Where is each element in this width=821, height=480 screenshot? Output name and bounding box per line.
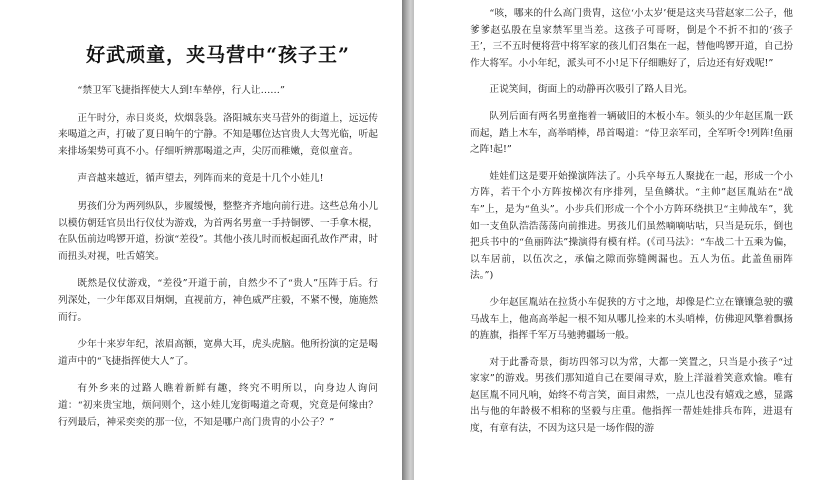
paragraph: 男孩们分为两列纵队，步履缓慢，整整齐齐地向前行进。这些总角小儿以模仿朝廷官员出行仪仗为游戏，为首两名男童一手持铜锣、一手拿木棍，在队伍前边鸣锣开道，扮演“差役”。其他小孩儿时而板起面孔故作严肃，时而扭头对视，吐舌嬉笑。 xyxy=(58,200,378,262)
chapter-title: 好武顽童，夹马营中“孩子王” xyxy=(86,44,350,66)
paragraph: “禁卫军飞捷指挥使大人到!车辇停，行人让……” xyxy=(77,85,285,96)
left-page xyxy=(0,0,402,480)
page-gutter xyxy=(402,0,414,480)
paragraph: 正说笑间，街面上的动静再次吸引了路人目光。 xyxy=(489,84,693,96)
paragraph: 既然是仪仗游戏，“差役”开道于前，自然少不了“贵人”压阵于后。行列深处，一少年郎双目炯炯，直视前方，神色威严庄毅，不紧不慢，施施然而行。 xyxy=(58,278,378,323)
paragraph: 队列后面有两名男童拖着一辆破旧的木板小车。领头的少年赵匡胤一跃而起，踏上木车，高举哨棒，昂首喝道：“侍卫亲军司，全军听令!列阵!鱼丽之阵!起!” xyxy=(470,110,793,156)
paragraph: “咳，哪来的什么高门贵胄，这位‘小太岁’便是这夹马营赵家二公子，他爹爹赵弘殷在皇家禁军里当差。这孩子可哥呀，倒是个不折不扣的‘孩子王’，三不五时便将营中将军家的孩儿们召集在一起，替他鸣锣开道，自己扮作大将军。小小年纪，派头可不小!足下仔细瞧好了，后边还有好戏呢!” xyxy=(470,8,793,69)
paragraph: 对于此番奇景，街坊四邻习以为常，大都一笑置之，只当是小孩子“过家家”的游戏。男孩们那知道自己在要闹寻欢，脸上洋溢着笑意欢愉。唯有赵匡胤不同凡响，始终不苟言笑，面目肃然，一点儿也没有嬉戏之感，显露出与他的年龄极不相称的坚毅与庄重。他指挥一帮娃娃排兵布阵，进退有度，有章有法，不因为这只是一场作假的游 xyxy=(470,356,793,435)
paragraph: 娃娃们这是要开始操演阵法了。小兵卒每五人聚拢在一起，形成一个小方阵，若干个小方阵按梯次有序排列，呈鱼鳞状。“主帅”赵匡胤站在“战车”上，是为“鱼头”。小步兵们形成一个个小方阵环绕拱卫“主帅战车”，犹如一支鱼队浩浩荡荡向前推进。男孩儿们虽然嘀嘀咕咕，只当是玩乐，倒也把兵书中的“鱼丽阵法”操演得有模有样。(《司马法》：“车战二十五乘为偏，以车居前，以伍次之，承偏之隙而弥缝阙漏也。五人为伍。此盖鱼丽阵法。”) xyxy=(470,170,793,282)
paragraph: 正午时分，赤日炎炎，炊烟袅袅。洛阳城东夹马营外的街道上，远远传来喝道之声，打破了夏日晌午的宁静。不知是哪位达官贵人大驾光临，听起来排场架势可真不小。仔细听辨那喝道之声，尖厉而稚嫩，竟似童音。 xyxy=(58,112,378,157)
paragraph: 声音越来越近，循声望去，列阵而来的竟是十几个小娃儿! xyxy=(77,173,324,185)
paragraph: 有外乡来的过路人瞧着新鲜有趣，终究不明所以，向身边人询问道：“初来贵宝地，烦问则个，这小娃儿宠街喝道之奇观，究竟是何缘由？行列最后，神采奕奕的那一位，不知是哪户高门贵胄的小公子？” xyxy=(58,383,378,428)
paragraph: 少年赵匡胤站在拉货小车促狭的方寸之地，却像是伫立在镶镶急驶的骥马战车上，他高高举起一根不知从哪儿捡来的木头哨棒，仿佛迎风擎着飘扬的旌旗，指挥千军万马驰骋疆场一般。 xyxy=(470,296,793,342)
paragraph: 少年十来岁年纪，浓眉高额，宽鼻大耳，虎头虎脑。他所扮演的定是喝道声中的“飞捷指挥使大人”了。 xyxy=(58,339,378,367)
right-page xyxy=(414,0,821,480)
